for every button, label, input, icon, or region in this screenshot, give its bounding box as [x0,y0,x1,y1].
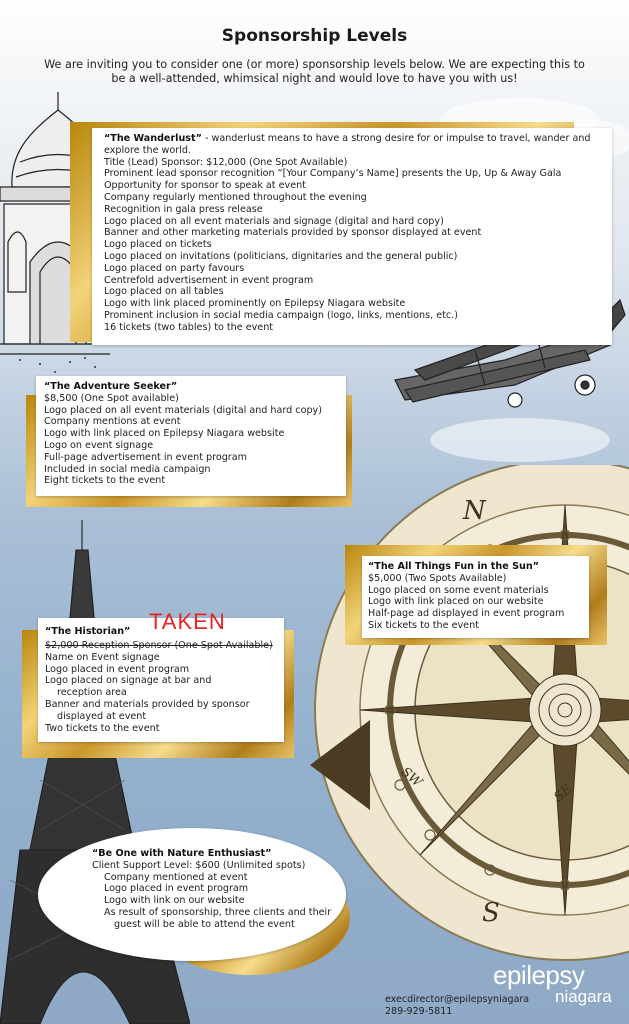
page-title: Sponsorship Levels [221,26,408,46]
list-item: Logo with link placed on Epilepsy Niagara website [44,428,285,440]
list-item: Logo on event signage [44,439,154,451]
list-item-continuation: reception area [57,687,127,699]
list-item: Logo with link placed prominently on Epilepsy Niagara website [104,298,406,310]
contact-phone: 289-929-5811 [385,1006,453,1017]
list-item: Logo placed on tickets [104,239,212,251]
compass-southwest-label: SW [397,764,425,791]
compass-southeast-label: SE [551,781,576,806]
list-item: Logo placed on invitations (politicians, dignitaries and the general public) [104,250,458,262]
intro-text: We are inviting you to consider one (or more) sponsorship levels below. We are expecting this to be a well-attended, whimsical night and would love to have you with us! [44,58,585,85]
sun-card [362,556,589,638]
list-item: Prominent inclusion in social media campaign (logo, links, mentions, etc.) [104,309,458,321]
list-item: Logo placed in event program [104,883,249,895]
list-item-continuation: guest will be able to attend the event [114,918,295,930]
list-item: Eight tickets to the event [44,475,166,487]
compass-south-label: S [482,898,500,928]
list-item: Company regularly mentioned throughout the evening [104,191,367,203]
list-item: Included in social media campaign [44,463,211,475]
list-item: Half-page ad displayed in event program [368,608,565,620]
list-item: As result of sponsorship, three clients and their [104,906,332,918]
adventure-name: “The Adventure Seeker” [44,381,178,392]
list-item: Logo placed on all event materials (digital and hard copy) [44,404,322,416]
wanderlust-name: “The Wanderlust” [104,133,202,144]
list-item: Banner and materials provided by sponsor [45,698,250,710]
list-item: Opportunity for sponsor to speak at event [104,180,306,192]
sun-level: $5,000 (Two Spots Available) [368,572,507,584]
list-item: Logo with link on our website [104,895,245,907]
list-item: Logo placed on all tables [104,286,224,298]
list-item: Logo placed on some event materials [368,584,549,596]
wanderlust-level: Title (Lead) Sponsor: $12,000 (One Spot Available) [104,156,348,168]
nature-name: “Be One with Nature Enthusiast” [92,848,272,859]
adventure-level: $8,500 (One Spot available) [44,392,179,404]
list-item: Logo placed on party favours [104,262,245,274]
nature-level: Client Support Level: $600 (Unlimited spots) [92,859,306,871]
list-item: Banner and other marketing materials provided by sponsor displayed at event [104,227,482,239]
list-item: Logo with link placed on our website [368,596,544,608]
list-item: Company mentioned at event [104,871,248,883]
epilepsy-niagara-logo-top: epilepsy [493,960,585,990]
historian-name: “The Historian” [45,626,131,637]
compass-illustration [310,465,629,965]
wanderlust-card [92,128,612,345]
historian-level: $2,000 Reception Sponsor (One Spot Available) [45,640,273,651]
list-item: 16 tickets (two tables) to the event [104,321,274,333]
list-item: Prominent lead sponsor recognition “[Your Company’s Name] presents the Up, Up & Away Gala [104,168,562,180]
sun-benefits-list [368,585,589,632]
historian-card [38,609,284,742]
wanderlust-benefits-list [104,168,612,333]
wanderlust-description: - wanderlust means to have a strong desire for or impulse to travel, wander and explore the world. [104,133,591,156]
list-item: Six tickets to the event [368,619,479,631]
list-item: Logo placed on signage at bar and [45,675,212,687]
list-item: Name on Event signage [45,651,160,663]
taken-badge: TAKEN [149,609,226,634]
epilepsy-niagara-logo-bottom: niagara [555,987,612,1006]
list-item: Two tickets to the event [45,722,160,734]
list-item: Recognition in gala press release [104,203,263,215]
contact-email[interactable]: execdirector@epilepsyniagara [385,994,530,1005]
list-item: Logo placed in event program [45,663,190,675]
list-item: Company mentions at event [44,416,181,428]
list-item: Centrefold advertisement in event program [104,274,314,286]
nature-card [38,828,346,961]
list-item: Full-page advertisement in event program [44,451,247,463]
historian-benefits-list [45,652,284,735]
compass-north-label: N [463,496,486,526]
adventure-card [36,376,346,496]
adventure-benefits-list [44,405,346,488]
list-item-continuation: displayed at event [57,710,147,722]
sun-name: “The All Things Fun in the Sun” [368,561,539,572]
list-item: Logo placed on all event materials and signage (digital and hard copy) [104,215,444,227]
